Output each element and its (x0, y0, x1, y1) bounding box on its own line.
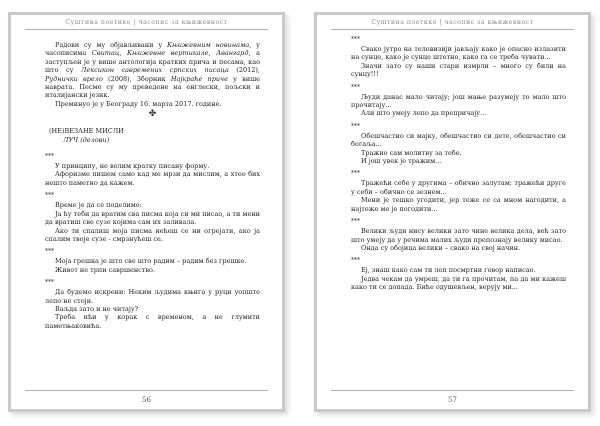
stanza-line: Једва чекам да умреш, да ти га прочитам, па да ми кажеш како ти се допада. Биће одушевљен, верују ми... (351, 274, 566, 292)
footer-rule (331, 390, 574, 391)
page-number: 56 (142, 396, 151, 404)
left-page-body (45, 41, 260, 330)
stanza (45, 280, 260, 330)
stanza-line: Мени је тешко угодити, јер теже се са мном нагодити, а најтеже ме је погодити... (351, 196, 566, 213)
stanza (351, 37, 566, 79)
stanza-line: Ej, знаш како сам ти леп посмртни говор написао. (361, 266, 536, 275)
stanza-line: Афоризме пишем само кад ме мрзи да мислим, а хтео бих нешто паметно да кажем. (45, 170, 260, 187)
stanza-line: Онда су обојица велики – свако на свој начин. (361, 243, 521, 252)
stanza-line: Људи данас мало читају; још мање разумеју то мало што прочитају... (351, 92, 566, 110)
ornament-icon: ✤ (148, 109, 157, 120)
stanza-line: Тражио сам молитву за тебе. (361, 148, 462, 157)
stanza (351, 85, 566, 118)
stanza (45, 154, 260, 187)
stanza-line: Ваљда зато и не читају? (55, 304, 139, 313)
stanza-line: Значи зато су наши стари измрли – много су били на сунцу!!! (351, 61, 566, 79)
footer-rule (25, 390, 268, 391)
section-subtitle: ЛУЧ (делови) (63, 135, 110, 144)
header-rule (331, 29, 574, 30)
stanza-line: И још увек је тражим... (361, 157, 442, 166)
stanza-line: Живот не трпи савршенство. (55, 265, 156, 274)
separator-asterisks: *** (351, 170, 360, 178)
running-header: Суштина поетике | часопис за књижевност (371, 19, 534, 26)
stanza (45, 193, 260, 243)
separator-asterisks: *** (351, 218, 360, 226)
running-header: Суштина поетике | часопис за књижевност (65, 19, 228, 26)
stanza-line: Али што умеју лепо да препричају... (361, 109, 487, 118)
separator-asterisks: *** (351, 36, 360, 43)
stanza (45, 249, 260, 274)
left-page (8, 12, 285, 412)
stanza-line: Да будемо искрени: Неким људима књига у руци уопште лепо не стоји. (45, 288, 260, 305)
right-page-body (351, 37, 566, 292)
stanza-line: Моја грешка је што све што радим – радим без грешке. (55, 257, 247, 266)
section-title: (НЕ)ВЕЗАНЕ МИСЛИ (49, 127, 124, 136)
separator-asterisks: *** (351, 257, 360, 265)
stanza-line: Обешчастио си мајку, обешчастио си дете, обешчастио си богаља... (351, 131, 566, 149)
separator-asterisks: *** (45, 192, 54, 200)
page-number: 57 (448, 396, 457, 404)
separator-asterisks: *** (45, 153, 54, 161)
separator-asterisks: *** (45, 248, 54, 256)
author-bio: Радови су му објављивани у Књижевним новинама, у часописима Свитац, Књижевне вертикале, Авангард, а заступљен је у више антологија кратких прича и песама, као што су Лексикон савремених српских писаца (2012), Руднички врело (2008), Зборник Најкраће приче у више наврата. Песме су му преведене на енглески, пољски и италијански језик. (45, 41, 260, 100)
section-heading (45, 127, 260, 144)
separator-asterisks: *** (351, 122, 360, 130)
stanza-line: У принципу, не волим кратку писану форму. (55, 162, 210, 171)
header-rule (25, 29, 268, 30)
separator-asterisks: *** (45, 279, 54, 287)
stanza-line: Ја ћу теби да вратим сва писма која си ми писао, а ти мени да вратиш све сузе којима сам их заливала. (45, 209, 260, 227)
stanza (351, 219, 566, 252)
right-page (314, 12, 591, 412)
stanza (351, 124, 566, 166)
stanza (351, 171, 566, 213)
stanza-line: Тражећи себе у другима – обично залутам; тражећи друге у себи – обично се зезнем... (351, 179, 566, 196)
stanza-line: Велики људи нису велики зато чине велика дела, већ зато што умеју да у речима малих људи препознају велику мисао. (351, 227, 566, 244)
separator-asterisks: *** (351, 83, 360, 91)
stanza-line: Ако ти спалиш моја писма нећеш се ни огрејати, ако ја спалим твоје сузе - смрзнућеш се. (45, 226, 260, 243)
stanza-line: Време је да се поделимо: (55, 201, 142, 210)
author-death-note: Преминуо је у Београду 16. марта 2017. године. (55, 99, 222, 108)
stanza-line: Треба ићи у корак с временом, а не глумити паметњаковића. (45, 313, 260, 330)
stanza-line: Свако јутро на телевизији јављају како је опасно излазити на сунце, како је сунце штетно, како га се треба чувати... (351, 45, 566, 62)
stanza (351, 258, 566, 291)
